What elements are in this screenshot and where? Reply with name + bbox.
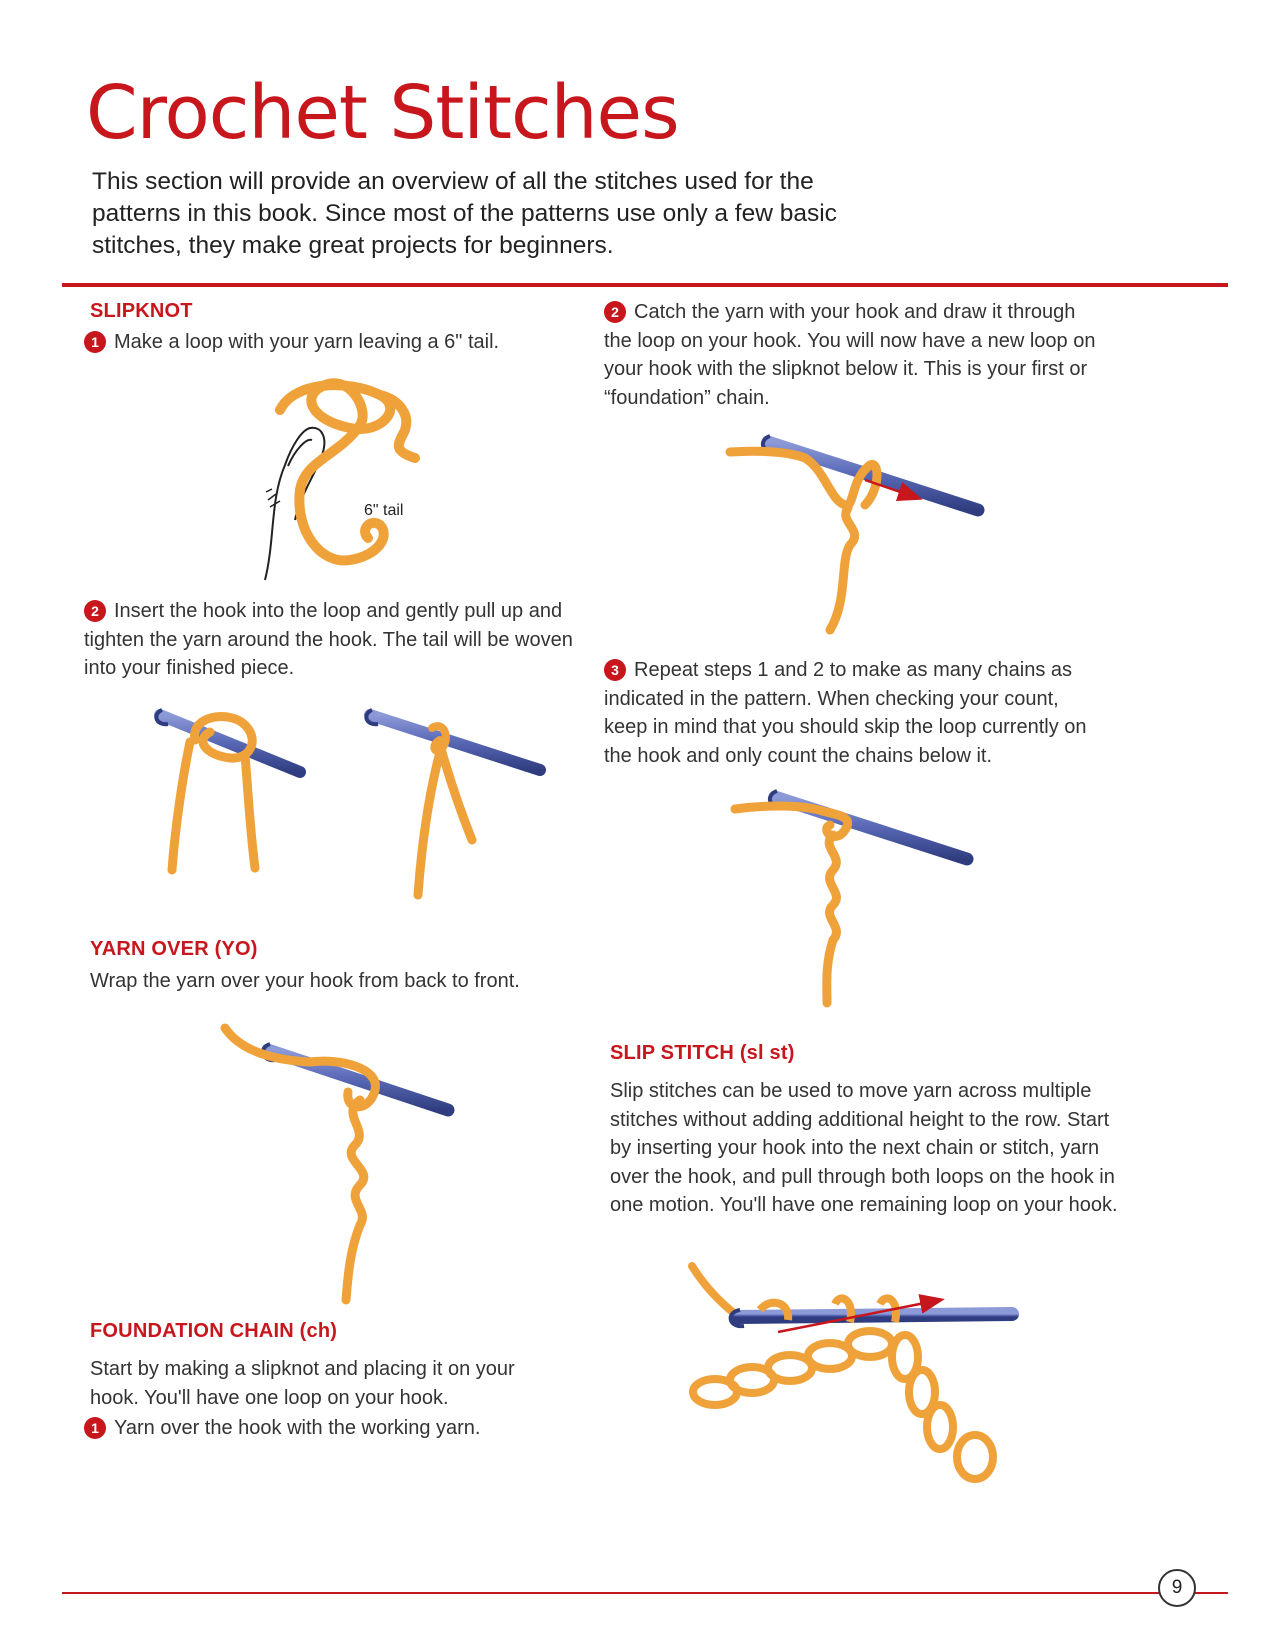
- slip-stitch-illustration: [690, 1262, 1020, 1492]
- page-number: 9: [1158, 1569, 1196, 1607]
- tail-label: 6" tail: [364, 502, 404, 519]
- crochet-hook-icon: [370, 715, 540, 770]
- foundation-chain-step-1: [84, 1414, 564, 1443]
- yarn-over-heading: YARN OVER (YO): [90, 938, 258, 960]
- slipknot-step-2: [84, 597, 584, 683]
- foundation-chain-step-1-text: Yarn over the hook with the working yarn.: [114, 1417, 481, 1439]
- yarn-over-text: Wrap the yarn over your hook from back to front.: [90, 970, 520, 992]
- slipknot-step-2-text: Insert the hook into the loop and gently pull up and tighten the yarn around the hook. The tail will be woven into your finished piece.: [84, 600, 573, 679]
- foundation-chain-heading: FOUNDATION CHAIN (ch): [90, 1320, 338, 1342]
- slipknot-step-1-text: Make a loop with your yarn leaving a 6" tail.: [114, 331, 500, 353]
- step-number-badge: 1: [84, 331, 106, 353]
- bottom-divider: [62, 1592, 1228, 1594]
- slipknot-on-hook-illustration: [150, 700, 560, 905]
- foundation-chain-step-3-text: Repeat steps 1 and 2 to make as many chains as indicated in the pattern. When checking your count, keep in mind that you should skip the loop currently on the hook and only count the chains below it.: [604, 659, 1087, 767]
- foundation-chain-text: Start by making a slipknot and placing it on your hook. You'll have one loop on your hook.: [90, 1358, 515, 1409]
- step-number-badge: 2: [84, 600, 106, 622]
- foundation-chain-step-3: [604, 656, 1104, 770]
- slip-stitch-heading: SLIP STITCH (sl st): [610, 1042, 795, 1064]
- step-number-badge: 3: [604, 659, 626, 681]
- slipknot-step-1: [84, 328, 554, 357]
- slipknot-heading: SLIPKNOT: [90, 300, 193, 322]
- foundation-chain-step-2-illustration: [730, 430, 990, 640]
- step-number-badge: 1: [84, 1417, 106, 1439]
- slipknot-loop-illustration: [240, 370, 440, 595]
- yarn-over-illustration: [220, 1020, 460, 1305]
- foundation-chain-step-2-text: Catch the yarn with your hook and draw it through the loop on your hook. You will now have a new loop on your hook with the slipknot below it. This is your first or “foundation” chain.: [604, 301, 1096, 409]
- intro-paragraph: This section will provide an overview of all the stitches used for the patterns in this book. Since most of the patterns use only a few basic stitches, they make great projects for beginners.: [92, 168, 837, 259]
- top-divider: [62, 283, 1228, 287]
- slip-stitch-text: Slip stitches can be used to move yarn across multiple stitches without adding additional height to the row. Start by inserting your hook into the next chain or stitch, yarn over the hook, and pull through both loops on the hook in one motion. You'll have one remaining loop on your hook.: [610, 1080, 1118, 1216]
- foundation-chain-step-2: [604, 298, 1104, 412]
- crochet-hook-icon: [160, 715, 300, 772]
- foundation-chain-step-3-illustration: [735, 785, 975, 1010]
- crochet-hook-icon: [738, 1314, 1012, 1317]
- step-number-badge: 2: [604, 301, 626, 323]
- page-title: Crochet Stitches: [86, 70, 679, 156]
